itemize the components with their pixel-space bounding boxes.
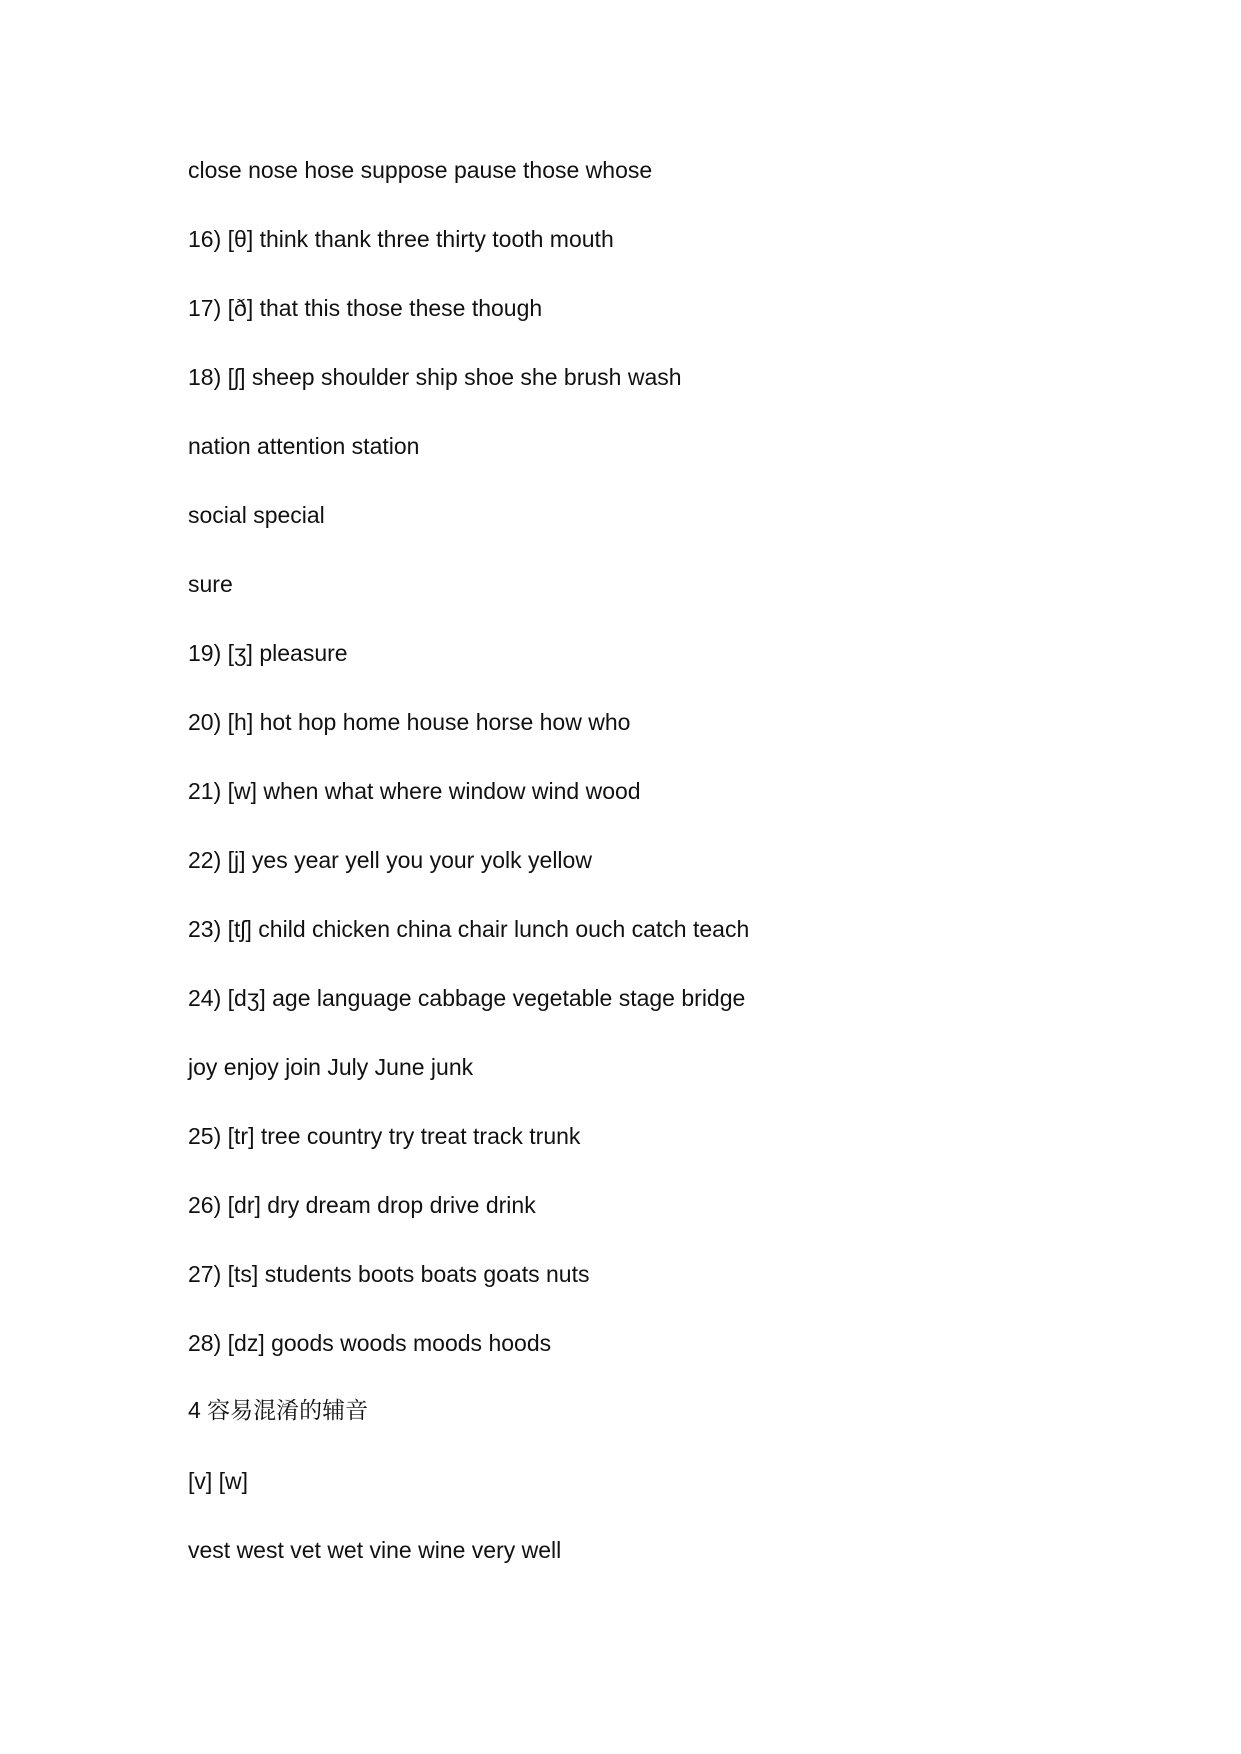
text-line: 28) [dz] goods woods moods hoods	[188, 1330, 552, 1356]
text-line: 19) [ʒ] pleasure	[188, 640, 348, 666]
text-line: social special	[188, 502, 325, 528]
text-line: nation attention station	[188, 433, 420, 459]
text-line: 16) [θ] think thank three thirty tooth mouth	[188, 226, 614, 252]
text-line: 20) [h] hot hop home house horse how who	[188, 709, 631, 735]
text-line: 22) [j] yes year yell you your yolk yellow	[188, 847, 592, 873]
text-line: vest west vet wet vine wine very well	[188, 1537, 562, 1563]
text-line: 27) [ts] students boots boats goats nuts	[188, 1261, 590, 1287]
text-line: [v] [w]	[188, 1468, 249, 1494]
text-line: 18) [ʃ] sheep shoulder ship shoe she brush wash	[188, 364, 682, 390]
text-line: 26) [dr] dry dream drop drive drink	[188, 1192, 536, 1218]
text-line: close nose hose suppose pause those whose	[188, 157, 653, 183]
text-line: 24) [dʒ] age language cabbage vegetable stage bridge	[188, 985, 746, 1011]
section-heading: 4 容易混淆的辅音	[188, 1397, 369, 1423]
text-line: 17) [ð] that this those these though	[188, 295, 543, 321]
text-line: sure	[188, 571, 233, 597]
text-line: 21) [w] when what where window wind wood	[188, 778, 641, 804]
text-line: 25) [tr] tree country try treat track trunk	[188, 1123, 581, 1149]
text-line: 23) [tʃ] child chicken china chair lunch ouch catch teach	[188, 916, 750, 942]
text-line: joy enjoy join July June junk	[188, 1054, 474, 1080]
